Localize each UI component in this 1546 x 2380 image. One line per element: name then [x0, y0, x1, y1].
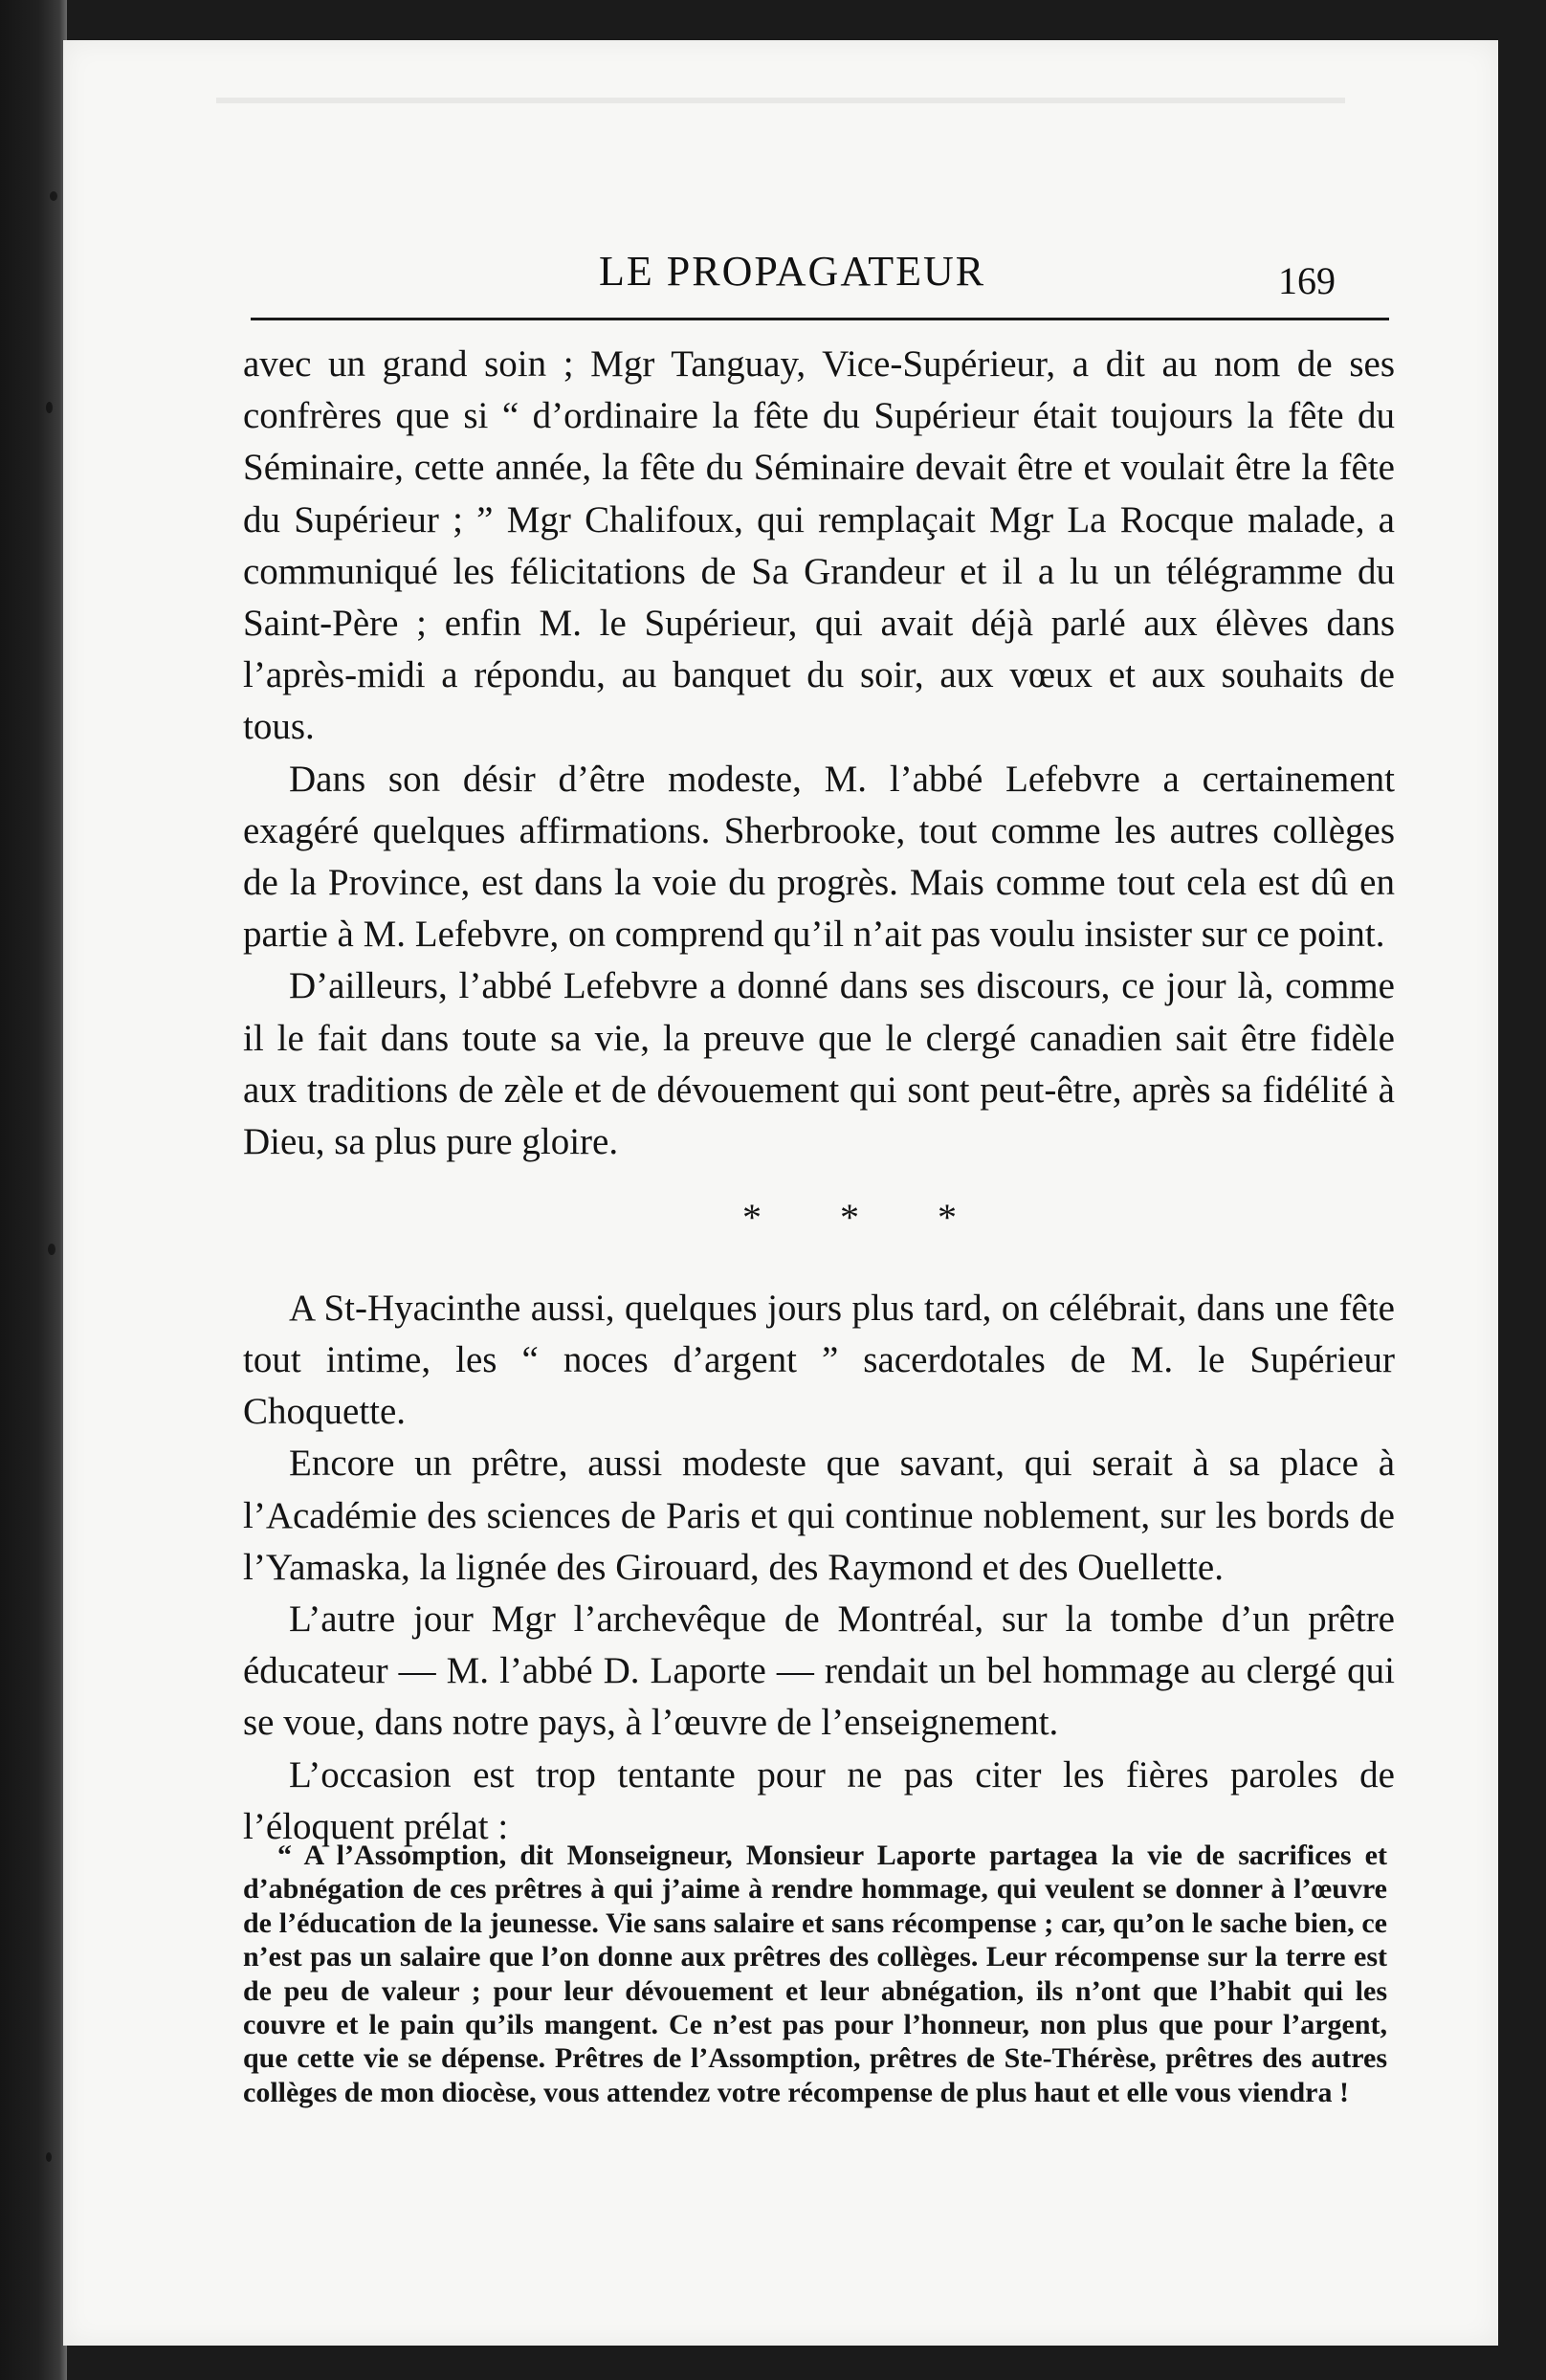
scan-speck: [46, 2152, 52, 2162]
paragraph: Encore un prêtre, aussi modeste que savant, qui serait à sa place à l’Académie des sciences de Paris et qui continue noblement, sur les bords de l’Yamaska, la lignée des Girouard, des Raymond et des Ouellette.: [243, 1443, 1395, 1588]
paragraph: Dans son désir d’être modeste, M. l’abbé Lefebvre a certainement exagéré quelques affirmations. Sherbrooke, tout comme les autres collèges de la Province, est dans la voie du progrès. Mais comme tout cela est dû en partie à M. Lefebvre, on comprend qu’il n’ait pas voulu insister sur ce point.: [243, 758, 1395, 956]
header-rule: [251, 318, 1389, 320]
scan-speck: [46, 402, 53, 413]
paragraph: A St-Hyacinthe aussi, quelques jours plus tard, on célébrait, dans une fête tout intime, les “ noces d’argent ” sacerdotales de M. le Supérieur Choquette.: [243, 1287, 1395, 1433]
scan-speck: [50, 191, 57, 201]
paragraph: D’ailleurs, l’abbé Lefebvre a donné dans ses discours, ce jour là, comme il le fait dans toute sa vie, la preuve que le clergé canadien sait être fidèle aux traditions de zèle et de dévouement qui sont peut-être, après sa fidélité à Dieu, sa plus pure gloire.: [243, 965, 1395, 1163]
running-title: LE PROPAGATEUR: [599, 248, 986, 295]
running-head: [63, 228, 1498, 304]
body-text: [243, 339, 1395, 1853]
paragraph: avec un grand soin ; Mgr Tanguay, Vice-Supérieur, a dit au nom de ses confrères que si “ d’ordinaire la fête du Supérieur était toujours la fête du Séminaire, cette année, la fête du Séminaire devait être et voulait être la fête du Supérieur ; ” Mgr Chalifoux, qui remplaçait Mgr La Rocque malade, a communiqué les félicitations de Sa Grandeur et il a lu un télégramme du Saint-Père ; enfin M. le Supérieur, qui avait déjà parlé aux élèves dans l’après-midi a répondu, au banquet du soir, aux vœux et aux souhaits de tous.: [243, 343, 1395, 748]
section-break: * * *: [742, 1196, 991, 1240]
scan-speck: [48, 1244, 55, 1255]
page-number: 169: [1278, 259, 1336, 302]
block-quote: “ A l’Assomption, dit Monseigneur, Monsieur Laporte partagea la vie de sacrifices et d’abnégation de ces prêtres à qui j’aime à rendre hommage, qui veulent se donner à l’œuvre de l’éducation de la jeunesse. Vie sans salaire et sans récompense ; car, qu’on le sache bien, ce n’est pas un salaire que l’on donne aux prêtres des collèges. Leur récompense sur la terre est de peu de valeur ; pour leur dévouement et leur abnégation, ils n’ont que l’habit qui les couvre et le pain qu’ils mangent. Ce n’est pas pour l’honneur, non plus que pour l’argent, que cette vie se dépense. Prêtres de l’Assomption, prêtres de Ste-Thérèse, prêtres des autres collèges de mon diocèse, vous attendez votre récompense de plus haut et elle vous viendra !: [243, 1840, 1387, 2108]
paragraph: L’occasion est trop tentante pour ne pas citer les fières paroles de l’éloquent prélat :: [243, 1753, 1395, 1847]
bleed-through-mark: [216, 98, 1345, 103]
right-scan-edge: [1498, 0, 1546, 2380]
paragraph: L’autre jour Mgr l’archevêque de Montréal, sur la tombe d’un prêtre éducateur — M. l’abbé D. Laporte — rendait un bel hommage au clergé qui se voue, dans notre pays, à l’œuvre de l’enseignement.: [243, 1598, 1395, 1744]
binding-edge: [0, 0, 67, 2380]
book-page: [63, 40, 1498, 2346]
